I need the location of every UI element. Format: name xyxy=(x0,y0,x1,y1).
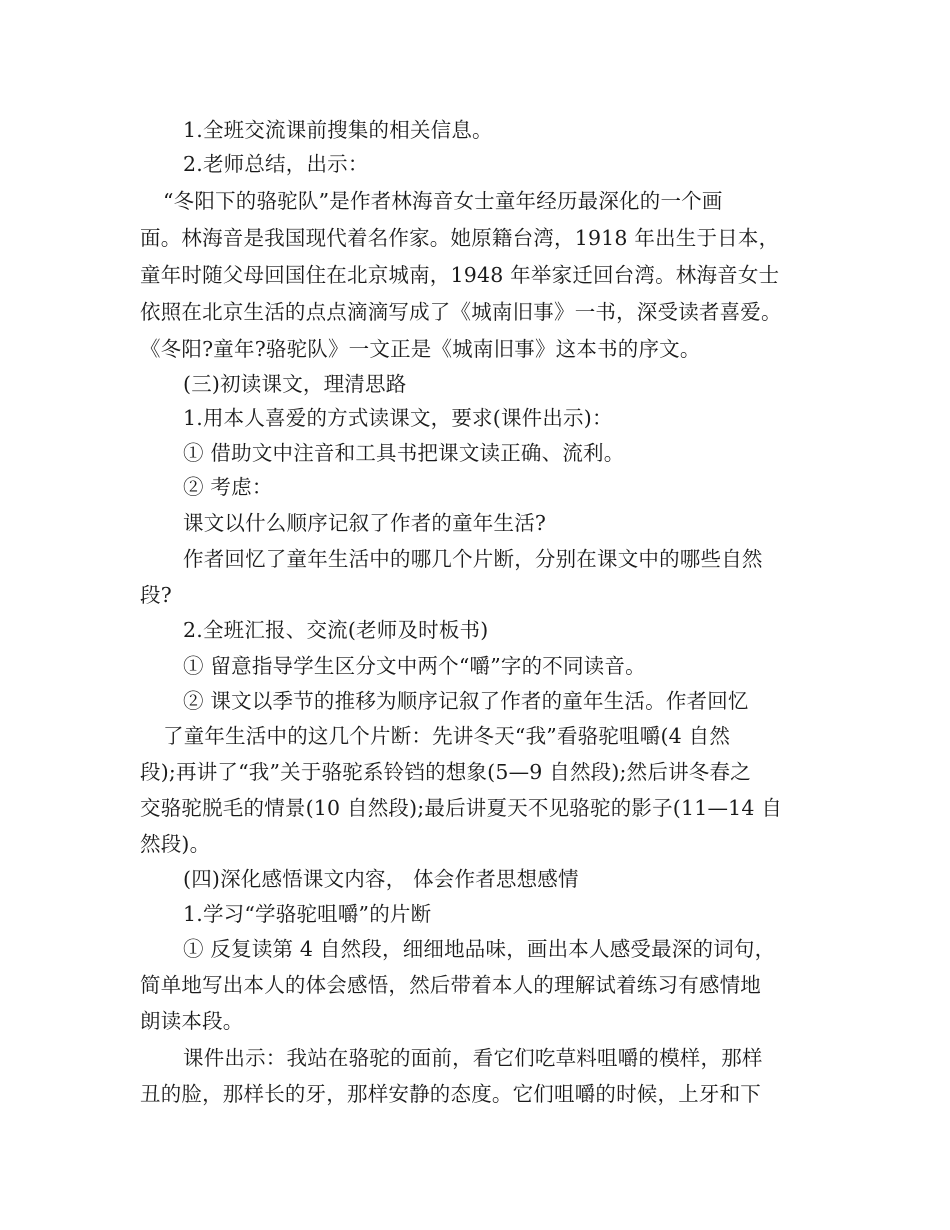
text-line: 童年时随父母回国住在北京城南，1948 年举家迁回台湾。林海音女士 xyxy=(140,263,780,287)
text-line: 面。林海音是我国现代着名作家。她原籍台湾，1918 年出生于日本， xyxy=(140,226,780,250)
text-line: 作者回忆了童年生活中的哪几个片断，分别在课文中的哪些自然 xyxy=(183,547,763,571)
text-line: 课件出示：我站在骆驼的面前，看它们吃草料咀嚼的模样，那样 xyxy=(183,1046,763,1070)
text-line: 课文以什么顺序记叙了作者的童年生活? xyxy=(183,511,547,535)
text-line: 1.用本人喜爱的方式读课文，要求(课件出示)： xyxy=(183,406,613,430)
text-line: 2.全班汇报、交流(老师及时板书) xyxy=(183,618,489,642)
text-line: 1.全班交流课前搜集的相关信息。 xyxy=(183,118,493,142)
text-line: “冬阳下的骆驼队”是作者林海音女士童年经历最深化的一个画 xyxy=(163,189,723,213)
text-line: 《冬阳?童年?骆驼队》一文正是《城南旧事》这本书的序文。 xyxy=(140,337,701,361)
text-line: 然段)。 xyxy=(140,832,211,856)
text-line: 1.学习“学骆驼咀嚼”的片断 xyxy=(183,902,432,926)
text-line: 丑的脸，那样长的牙，那样安静的态度。它们咀嚼的时候，上牙和下 xyxy=(140,1082,761,1106)
text-line: ② 课文以季节的推移为顺序记叙了作者的童年生活。作者回忆 xyxy=(183,689,749,713)
text-line: 了童年生活中的这几个片断：先讲冬天“我”看骆驼咀嚼(4 自然 xyxy=(163,724,731,748)
text-line: ① 借助文中注音和工具书把课文读正确、流利。 xyxy=(183,441,625,465)
text-line: ② 考虑： xyxy=(183,475,273,499)
text-line: 朗读本段。 xyxy=(140,1009,244,1033)
text-line: 段);再讲了“我”关于骆驼系铃铛的想象(5—9 自然段);然后讲冬春之 xyxy=(140,760,751,784)
text-line: (三)初读课文，理清思路 xyxy=(183,372,407,396)
text-line: ① 留意指导学生区分文中两个“嚼”字的不同读音。 xyxy=(183,654,646,678)
text-line: ① 反复读第 4 自然段，细细地品味，画出本人感受最深的词句， xyxy=(183,937,776,961)
text-line: 依照在北京生活的点点滴滴写成了《城南旧事》一书，深受读者喜爱。 xyxy=(140,300,782,324)
text-line: 段? xyxy=(140,583,172,607)
text-line: 简单地写出本人的体会感悟，然后带着本人的理解试着练习有感情地 xyxy=(140,973,761,997)
text-line: (四)深化感悟课文内容， 体会作者思想感情 xyxy=(183,867,579,891)
text-line: 2.老师总结，出示： xyxy=(183,152,369,176)
text-line: 交骆驼脱毛的情景(10 自然段);最后讲夏天不见骆驼的影子(11—14 自 xyxy=(140,796,783,820)
